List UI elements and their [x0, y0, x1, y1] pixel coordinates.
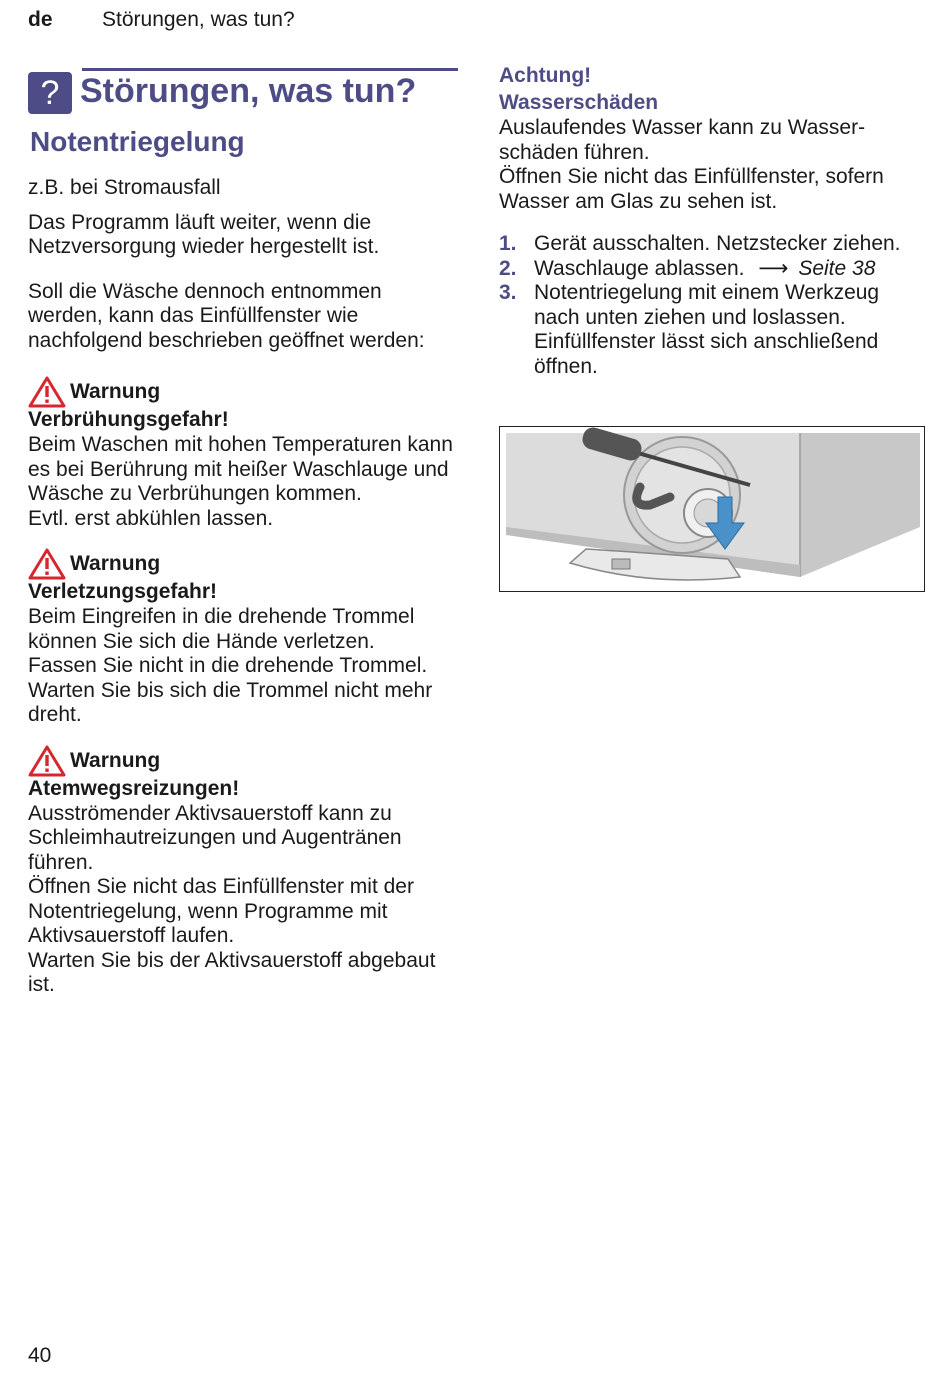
section-title: Notentriegelung: [30, 126, 245, 157]
warning-triangle-icon: [28, 548, 66, 580]
warning-block-injury: [28, 549, 458, 728]
header-title: Störungen, was tun?: [102, 8, 295, 31]
page-title: Störungen, was tun?: [80, 72, 417, 110]
warning-title: Verbrühungsgefahr!: [28, 408, 229, 431]
step-number: 2.: [499, 256, 517, 280]
warning-block-scald: [28, 377, 458, 531]
warning-triangle-icon: [28, 745, 66, 777]
arrow-right-icon: ⟶: [758, 256, 789, 280]
warning-text: Fassen Sie nicht in die drehende Trommel.: [28, 654, 428, 677]
steps-list: [499, 232, 927, 379]
list-item: [499, 232, 927, 257]
page-reference-link[interactable]: Seite 38: [798, 256, 876, 280]
warning-label: Warnung: [70, 552, 161, 575]
warning-label: Warnung: [70, 748, 161, 772]
caution-text: Öffnen Sie nicht das Einfüllfenster, sofern Wasser am Glas zu sehen ist.: [499, 165, 884, 213]
warning-heading: [28, 746, 458, 776]
page-title-row: [28, 62, 458, 122]
warning-block-respiratory: [28, 746, 458, 998]
step-text: Waschlauge ablassen.: [534, 256, 745, 280]
step-number: 3.: [499, 281, 517, 304]
emergency-release-illustration: [499, 426, 925, 592]
intro-line-1: z.B. bei Stromausfall: [28, 176, 221, 199]
warning-heading: [28, 377, 458, 407]
warning-title: Verletzungsgefahr!: [28, 580, 218, 603]
warning-triangle-icon: [28, 376, 66, 408]
warning-text: Beim Waschen mit hohen Temperaturen kann es bei Berührung mit heißer Waschlauge und Wäsche zu Verbrühungen kommen.: [28, 433, 453, 505]
step-number: 1.: [499, 232, 517, 255]
washer-illustration: [500, 427, 925, 592]
question-icon: ?: [28, 72, 72, 114]
warning-text: Warten Sie bis sich die Trommel nicht mehr dreht.: [28, 678, 433, 726]
caution-label: Achtung!: [499, 64, 592, 87]
intro-line-3: Soll die Wäsche dennoch entnommen werden, kann das Einfüllfenster wie nachfolgend beschrieben geöffnet werden:: [28, 279, 425, 352]
warning-text: Ausströmender Aktivsauerstoff kann zu Schleimhautreizungen und Augentränen führen.: [28, 801, 402, 874]
list-item: [499, 281, 927, 379]
caution-text: Auslaufendes Wasser kann zu Wasserschäden führen.: [499, 116, 866, 164]
warning-text: Öffnen Sie nicht das Einfüllfenster mit der Notentriegelung, wenn Programme mit Aktivsauerstoff laufen.: [28, 875, 414, 947]
warning-heading: [28, 549, 458, 579]
step-text: Gerät ausschalten. Netzstecker ziehen.: [534, 232, 901, 255]
title-rule: [82, 68, 458, 71]
right-column: [499, 62, 927, 379]
list-item: [499, 257, 927, 282]
warning-title: Atemwegsreizungen!: [28, 776, 240, 800]
warning-text: Warten Sie bis der Aktivsauerstoff abgebaut ist.: [28, 948, 436, 996]
warning-text: Beim Eingreifen in die drehende Trommel können Sie sich die Hände verletzen.: [28, 605, 415, 653]
step-text: Notentriegelung mit einem Werkzeug nach unten ziehen und loslassen. Einfüllfenster lässt sich anschließend öffnen.: [534, 281, 880, 378]
header-language: de: [28, 8, 53, 31]
intro-line-2: Das Programm läuft weiter, wenn die Netzversorgung wieder hergestellt ist.: [28, 210, 380, 258]
page-number: 40: [28, 1344, 52, 1367]
caution-title: Wasserschäden: [499, 91, 659, 114]
warning-text: Evtl. erst abkühlen lassen.: [28, 506, 274, 530]
left-column: [28, 62, 458, 1016]
warning-label: Warnung: [70, 380, 161, 403]
